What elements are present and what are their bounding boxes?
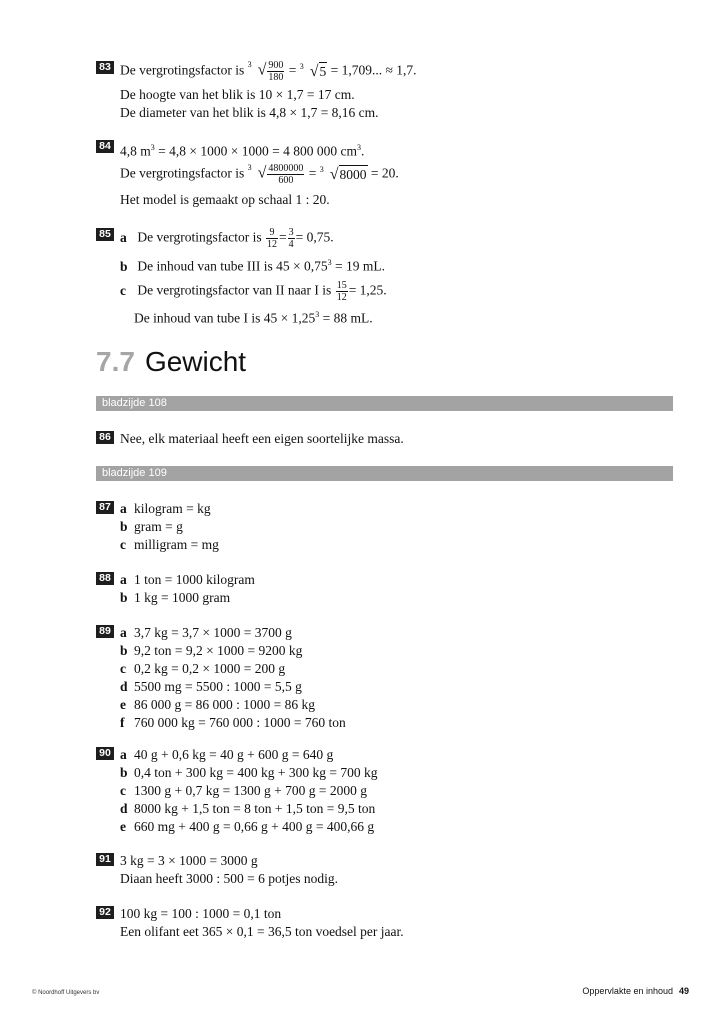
answer-line: 3 kg = 3 × 1000 = 3000 g [120,853,258,868]
cube-root: 3 √ $\frac{4800000}{600}$ [247,163,304,186]
exercise-number: 88 [96,572,114,585]
page-footer [582,986,689,996]
list-item: d 8000 kg + 1,5 ton = 8 ton + 1,5 ton = 9,5 ton [120,801,376,816]
page-reference-bar: bladzijde 108 [96,396,673,411]
answer-line: b De inhoud van tube III is $45 \times 0,75^3 = 19$ mL. [120,258,385,274]
exercise-number: 90 [96,747,114,760]
exercise-number: 84 [96,140,114,153]
answer-line: De hoogte van het blik is 10 × 1,7 = 17 cm. [120,87,355,102]
answer-line: Een olifant eet 365 × 0,1 = 36,5 ton voedsel per jaar. [120,924,404,939]
list-item: f 760 000 kg = 760 000 : 1000 = 760 ton [120,715,346,730]
answer-line: De vergrotingsfactor is 3 √ $\frac{900}{180}$ = 3 √5 = 1,709... ≈ 1,7. [120,60,417,83]
exercise-number: 87 [96,501,114,514]
list-item: a 1 ton = 1000 kilogram [120,572,255,587]
page-number: 49 [678,986,689,996]
list-item: e 86 000 g = 86 000 : 1000 = 86 kg [120,697,315,712]
copyright-notice: © Noordhoff Uitgevers bv [32,990,100,996]
list-item: b 9,2 ton = 9,2 × 1000 = 9200 kg [120,643,303,658]
exercise-number: 85 [96,228,114,241]
answer-line: a De vergrotingsfactor is $\frac{9}{12}$ = $\frac{3}{4}$ = 0,75. [120,227,334,250]
list-item: c 1300 g + 0,7 kg = 1300 g + 700 g = 2000 g [120,783,367,798]
section-title: Gewicht [144,346,247,377]
list-item: b 1 kg = 1000 gram [120,590,231,605]
answer-line: Het model is gemaakt op schaal 1 : 20. [120,192,330,207]
exercise-number: 83 [96,61,114,74]
answer-line: Diaan heeft 3000 : 500 = 6 potjes nodig. [120,871,338,886]
list-item: c 0,2 kg = 0,2 × 1000 = 200 g [120,661,286,676]
page-reference-bar: bladzijde 109 [96,466,673,481]
answer-line: 4,8 $m^3 = 4,8 \times 1000 \times 1000 = 4$ 800 000 $cm^3$. [120,143,365,159]
list-item: c milligram = mg [120,537,219,552]
list-item: b 0,4 ton + 300 kg = 400 kg + 300 kg = 700 kg [120,765,378,780]
list-item: a 3,7 kg = 3,7 × 1000 = 3700 g [120,625,292,640]
list-item: a kilogram = kg [120,501,211,516]
list-item: d 5500 mg = 5500 : 1000 = 5,5 g [120,679,302,694]
cube-root: 3 √5 [299,62,327,80]
list-item: e 660 mg + 400 g = 0,66 g + 400 g = 400,66 g [120,819,375,834]
exercise-number: 92 [96,906,114,919]
list-item: a 40 g + 0,6 kg = 40 g + 600 g = 640 g [120,747,334,762]
answer-line: De vergrotingsfactor is 3 √ $\frac{4800000}{600}$ = 3 √8000 = 20. [120,163,399,186]
section-heading [96,344,246,380]
answer-line: De diameter van het blik is 4,8 × 1,7 = 8,16 cm. [120,105,379,120]
exercise-number: 91 [96,853,114,866]
answer-line: c De vergrotingsfactor van II naar I is $\frac{15}{12}$ = 1,25. [120,280,387,303]
chapter-title: Oppervlakte en inhoud [582,986,673,996]
answer-line: 100 kg = 100 : 1000 = 0,1 ton [120,906,282,921]
list-item: b gram = g [120,519,183,534]
answer-line: De inhoud van tube I is $45 \times 1,25^3 = 88$ mL. [134,310,373,326]
exercise-number: 86 [96,431,114,444]
exercise-number: 89 [96,625,114,638]
cube-root: 3 √ $\frac{900}{180}$ [247,60,284,83]
section-number: 7.7 [96,346,135,377]
answer-line: Nee, elk materiaal heeft een eigen soortelijke massa. [120,431,404,446]
cube-root: 3 √8000 [319,165,367,183]
